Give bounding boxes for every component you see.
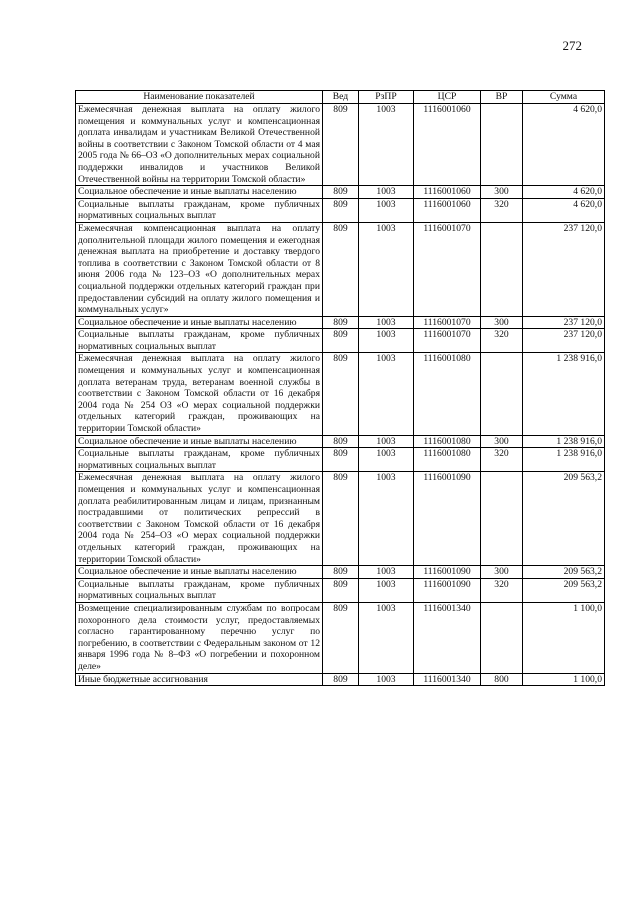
cell-sum: 237 120,0 [523,316,605,329]
cell-vr: 320 [481,578,523,602]
cell-name: Социальное обеспечение и иные выплаты населению [76,316,323,329]
cell-vr: 300 [481,435,523,448]
cell-csr: 1116001060 [414,198,481,222]
cell-ved: 809 [323,222,359,316]
table-row [76,353,605,435]
cell-csr: 1116001070 [414,329,481,353]
cell-sum: 209 563,2 [523,578,605,602]
cell-rzpr: 1003 [359,104,414,186]
cell-csr: 1116001060 [414,104,481,186]
cell-name: Социальное обеспечение и иные выплаты населению [76,566,323,579]
header-name: Наименование показателей [76,91,323,104]
header-sum: Сумма [523,91,605,104]
cell-rzpr: 1003 [359,566,414,579]
cell-ved: 809 [323,353,359,435]
cell-vr: 320 [481,329,523,353]
cell-name: Ежемесячная денежная выплата на оплату жилого помещения и коммунальных услуг и компенсационная доплата ветеранам труда, ветеранам военной службы в соответствии с Законом Томской области от 16 декабря 2004 года № 254 ОЗ «О мерах социальной поддержки отдельных категорий граждан, проживающих на территории Томской области» [76,353,323,435]
cell-rzpr: 1003 [359,435,414,448]
header-rzpr: РзПР [359,91,414,104]
cell-vr: 300 [481,316,523,329]
cell-rzpr: 1003 [359,602,414,673]
cell-ved: 809 [323,602,359,673]
cell-vr [481,104,523,186]
cell-sum: 1 238 916,0 [523,448,605,472]
table-row [76,673,605,686]
cell-vr [481,472,523,566]
cell-name: Социальные выплаты гражданам, кроме публичных нормативных социальных выплат [76,448,323,472]
cell-rzpr: 1003 [359,673,414,686]
cell-vr [481,602,523,673]
header-csr: ЦСР [414,91,481,104]
cell-name: Ежемесячная компенсационная выплата на оплату дополнительной площади жилого помещения и ежегодная денежная выплата на приобретение и доставку твердого топлива в соответствии с Законом Томской области от 8 июня 2006 года № 123–ОЗ «О дополнительных мерах социальной поддержки отдельных категорий граждан при предоставлении субсидий на оплату жилого помещения и коммунальных услуг» [76,222,323,316]
cell-ved: 809 [323,435,359,448]
cell-name: Социальные выплаты гражданам, кроме публичных нормативных социальных выплат [76,578,323,602]
cell-ved: 809 [323,448,359,472]
cell-csr: 1116001340 [414,673,481,686]
table-row [76,435,605,448]
cell-rzpr: 1003 [359,472,414,566]
table-header-row [76,91,605,104]
table-row [76,222,605,316]
budget-table [75,90,605,686]
cell-csr: 1116001090 [414,578,481,602]
cell-rzpr: 1003 [359,578,414,602]
table-row [76,329,605,353]
table-row [76,566,605,579]
cell-name: Социальное обеспечение и иные выплаты населению [76,186,323,199]
cell-ved: 809 [323,329,359,353]
cell-vr: 320 [481,448,523,472]
cell-rzpr: 1003 [359,329,414,353]
header-ved: Вед [323,91,359,104]
cell-name: Возмещение специализированным службам по вопросам похоронного дела стоимости услуг, предоставляемых согласно гарантированному перечню услуг по погребению, в соответствии с Федеральным законом от 12 января 1996 года № 8–ФЗ «О погребении и похоронном деле» [76,602,323,673]
table-row [76,104,605,186]
cell-ved: 809 [323,673,359,686]
table-row [76,578,605,602]
cell-vr: 320 [481,198,523,222]
table-row [76,448,605,472]
cell-csr: 1116001090 [414,472,481,566]
cell-rzpr: 1003 [359,353,414,435]
cell-vr [481,222,523,316]
cell-csr: 1116001060 [414,186,481,199]
table-row [76,602,605,673]
cell-ved: 809 [323,578,359,602]
table-row [76,186,605,199]
cell-vr: 300 [481,186,523,199]
cell-csr: 1116001340 [414,602,481,673]
cell-vr: 800 [481,673,523,686]
cell-name: Иные бюджетные ассигнования [76,673,323,686]
cell-csr: 1116001070 [414,222,481,316]
cell-ved: 809 [323,104,359,186]
cell-name: Ежемесячная денежная выплата на оплату жилого помещения и коммунальных услуг и компенсационная доплата реабилитированным лицам и лицам, признанным пострадавшими от политических репрессий в соответствии с Законом Томской области от 16 декабря 2004 года № 254–ОЗ «О мерах социальной поддержки отдельных категорий граждан, проживающих на территории Томской области» [76,472,323,566]
cell-sum: 209 563,2 [523,472,605,566]
cell-rzpr: 1003 [359,222,414,316]
cell-vr: 300 [481,566,523,579]
cell-csr: 1116001080 [414,448,481,472]
cell-rzpr: 1003 [359,448,414,472]
cell-sum: 4 620,0 [523,104,605,186]
cell-name: Социальные выплаты гражданам, кроме публичных нормативных социальных выплат [76,198,323,222]
cell-ved: 809 [323,316,359,329]
cell-name: Социальное обеспечение и иные выплаты населению [76,435,323,448]
cell-sum: 1 238 916,0 [523,435,605,448]
table-row [76,198,605,222]
cell-sum: 1 100,0 [523,673,605,686]
cell-sum: 4 620,0 [523,198,605,222]
cell-rzpr: 1003 [359,198,414,222]
cell-sum: 1 238 916,0 [523,353,605,435]
cell-csr: 1116001090 [414,566,481,579]
cell-sum: 4 620,0 [523,186,605,199]
cell-vr [481,353,523,435]
cell-ved: 809 [323,186,359,199]
cell-sum: 237 120,0 [523,222,605,316]
cell-ved: 809 [323,472,359,566]
cell-rzpr: 1003 [359,316,414,329]
cell-csr: 1116001080 [414,353,481,435]
header-vr: ВР [481,91,523,104]
table-row [76,472,605,566]
cell-sum: 1 100,0 [523,602,605,673]
cell-csr: 1116001070 [414,316,481,329]
page-number: 272 [562,38,582,53]
cell-ved: 809 [323,566,359,579]
cell-sum: 209 563,2 [523,566,605,579]
cell-rzpr: 1003 [359,186,414,199]
cell-csr: 1116001080 [414,435,481,448]
cell-name: Ежемесячная денежная выплата на оплату жилого помещения и коммунальных услуг и компенсационная доплата инвалидам и участникам Великой Отечественной войны в соответствии с Законом Томской области от 4 мая 2005 года № 66–ОЗ «О дополнительных мерах социальной поддержки инвалидов и участников Великой Отечественной войны на территории Томской области» [76,104,323,186]
cell-name: Социальные выплаты гражданам, кроме публичных нормативных социальных выплат [76,329,323,353]
cell-sum: 237 120,0 [523,329,605,353]
cell-ved: 809 [323,198,359,222]
table-row [76,316,605,329]
table-body [76,104,605,686]
